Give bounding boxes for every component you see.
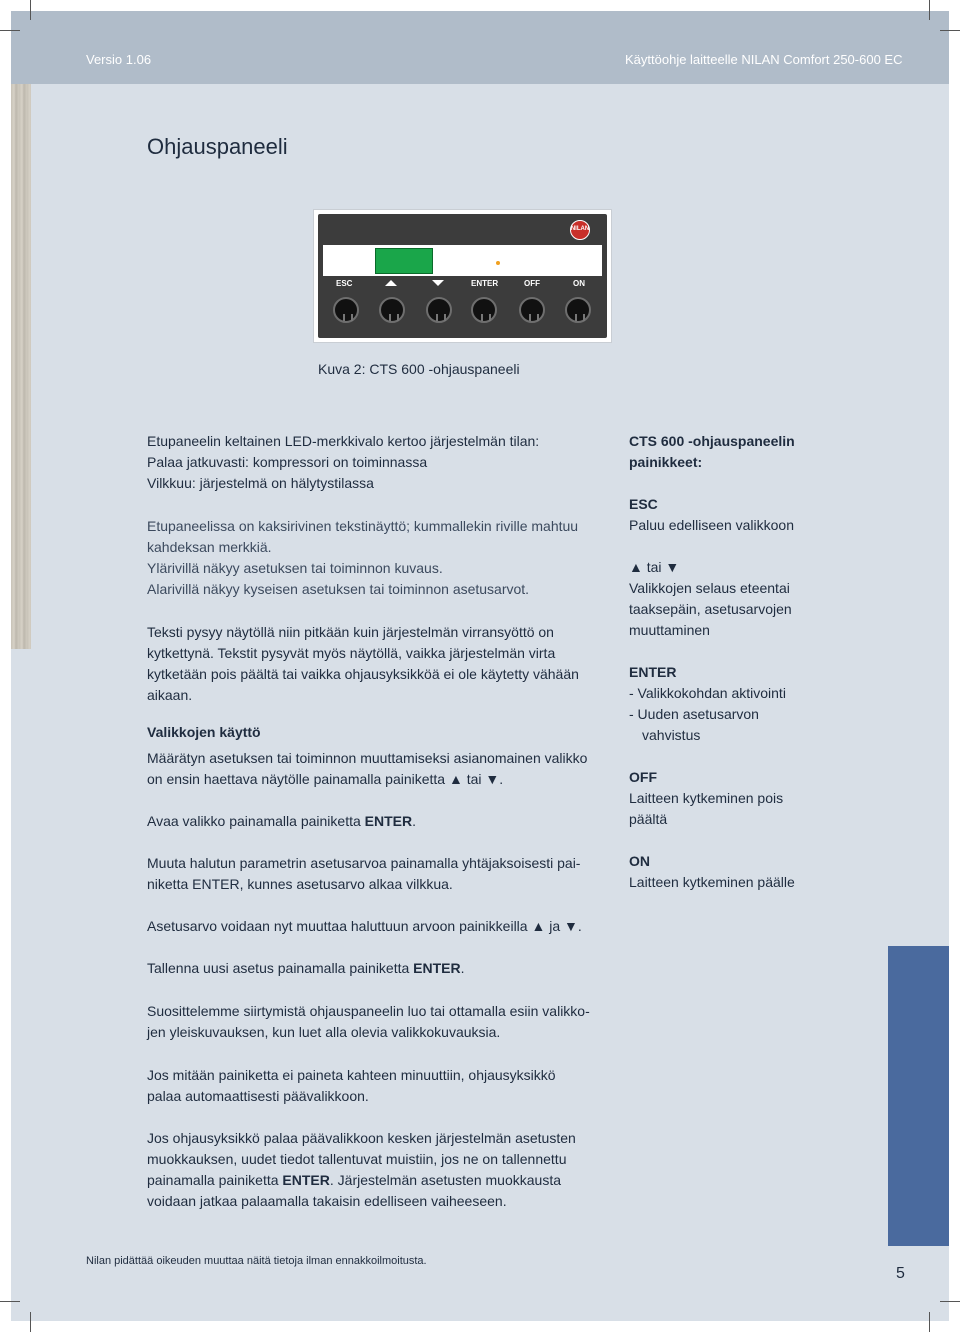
change-value-paragraph xyxy=(147,853,607,895)
text-line: Suosittelemme siirtymistä ohjauspaneelin luo tai ottamalla esiin valikko- xyxy=(147,1003,590,1019)
text-line: Vilkkuu: järjestelmä on hälytystilassa xyxy=(147,475,374,491)
lcd-display xyxy=(375,248,433,274)
panel-label-off: OFF xyxy=(524,279,540,288)
text-line: muokkauksen, uudet tiedot tallentuvat muistiin, jos ne on tallennettu xyxy=(147,1151,567,1167)
legend-off-heading: OFF xyxy=(629,769,657,785)
legend-arrows-desc: taaksepäin, asetusarvojen xyxy=(629,601,792,617)
text-line: palaa automaattisesti päävalikkoon. xyxy=(147,1088,369,1104)
recommendation-paragraph xyxy=(147,1001,607,1043)
text-line: Etupaneelin keltainen LED-merkkivalo kertoo järjestelmän tilan: xyxy=(147,433,540,449)
arrow-up-icon xyxy=(385,280,397,286)
panel-display-strip xyxy=(323,245,602,276)
crop-mark xyxy=(30,1312,31,1332)
text-line: on ensin haettava näytölle painamalla painiketta ▲ tai ▼. xyxy=(147,771,504,787)
legend-arrows-desc: muuttaminen xyxy=(629,622,710,638)
knob-off xyxy=(519,297,545,323)
legend-on-desc: Laitteen kytkeminen päälle xyxy=(629,874,795,890)
text-line: Etupaneelissa on kaksirivinen tekstinäyttö; kummallekin riville mahtuu xyxy=(147,518,579,534)
crop-mark xyxy=(929,1312,930,1332)
open-menu-paragraph: Avaa valikko painamalla painiketta ENTER. xyxy=(147,813,416,829)
text-line: Jos mitään painiketta ei paineta kahteen minuuttiin, ohjausyksikkö xyxy=(147,1067,556,1083)
legend-off-desc: Laitteen kytkeminen pois xyxy=(629,790,784,806)
led-indicator xyxy=(496,261,500,265)
legend-enter-desc: - Uuden asetusarvon xyxy=(629,706,759,722)
panel-label-esc: ESC xyxy=(336,279,353,288)
legend-enter-desc: - Valikkokohdan aktivointi xyxy=(629,685,786,701)
legend-arrows-heading: ▲ tai ▼ xyxy=(629,559,680,575)
panel-label-enter: ENTER xyxy=(471,279,499,288)
enter-inline: ENTER xyxy=(282,1172,330,1188)
control-panel-image xyxy=(318,214,607,338)
enter-inline: ENTER xyxy=(413,960,461,976)
knob-esc xyxy=(333,297,359,323)
legend-title: CTS 600 -ohjauspaneelin xyxy=(629,433,795,449)
display-paragraph xyxy=(147,516,607,600)
text-line: niketta ENTER, kunnes asetusarvo alkaa vilkkua. xyxy=(147,876,453,892)
return-paragraph: Jos ohjausyksikkö palaa päävalikkoon kesken järjestelmän asetusten muokkauksen, uudet tiedot tallentuvat muistiin, jos ne on tallennettu painamalla painiketta ENTER. Järjestelmän asetusten muokkausta voidaan jatkaa palaamalla takaisin edelliseen vaiheeseen. xyxy=(147,1128,607,1212)
wood-texture-strip xyxy=(11,84,31,649)
knob-up xyxy=(379,297,405,323)
text-line: Alarivillä näkyy kyseisen asetuksen tai toiminnon asetusarvot. xyxy=(147,581,530,597)
display-persistence-paragraph xyxy=(147,622,607,706)
text-line: Palaa jatkuvasti: kompressori on toiminnassa xyxy=(147,454,428,470)
text-line: kytketään pois päältä tai vaikka ohjausyksikköä ei ole käytetty vähään xyxy=(147,666,579,682)
header-manual-title: Käyttöohje laitteelle NILAN Comfort 250-600 EC xyxy=(625,52,903,67)
timeout-paragraph xyxy=(147,1065,607,1107)
crop-mark xyxy=(0,30,20,31)
blue-accent-block xyxy=(888,946,949,1246)
menu-usage-paragraph xyxy=(147,748,607,790)
crop-mark xyxy=(929,0,930,20)
text-line: kahdeksan merkkiä. xyxy=(147,539,272,555)
header-version: Versio 1.06 xyxy=(86,52,152,67)
footer-disclaimer: Nilan pidättää oikeuden muuttaa näitä tietoja ilman ennakkoilmoitusta. xyxy=(86,1255,427,1267)
legend-on-heading: ON xyxy=(629,853,650,869)
led-status-paragraph xyxy=(147,431,607,494)
legend-enter-heading: ENTER xyxy=(629,664,677,680)
text-line: Teksti pysyy näytöllä niin pitkään kuin järjestelmän virransyöttö on xyxy=(147,624,554,640)
text-line: voidaan jatkaa palaamalla takaisin edelliseen vaiheeseen. xyxy=(147,1193,507,1209)
nilan-logo-text: NILAN xyxy=(570,226,590,232)
legend-title: painikkeet: xyxy=(629,454,703,470)
arrow-down-icon xyxy=(432,280,444,286)
crop-mark xyxy=(0,1301,20,1302)
page-number: 5 xyxy=(896,1265,905,1282)
knob-down xyxy=(426,297,452,323)
crop-mark xyxy=(30,0,31,20)
text-line: kytkettynä. Tekstit pysyvät myös näytöllä, vaikka järjestelmän virta xyxy=(147,645,556,661)
crop-mark xyxy=(940,1301,960,1302)
legend-esc-desc: Paluu edelliseen valikkoon xyxy=(629,517,794,533)
text-line: Ylärivillä näkyy asetuksen tai toiminnon kuvaus. xyxy=(147,560,443,576)
panel-label-on: ON xyxy=(573,279,585,288)
legend-off-desc: päältä xyxy=(629,811,668,827)
legend-arrows-desc: Valikkojen selaus eteentai xyxy=(629,580,790,596)
text-line: Muuta halutun parametrin asetusarvoa painamalla yhtäjaksoisesti pai- xyxy=(147,855,581,871)
knob-on xyxy=(565,297,591,323)
legend-esc-heading: ESC xyxy=(629,496,658,512)
knob-enter xyxy=(471,297,497,323)
figure-caption: Kuva 2: CTS 600 -ohjauspaneeli xyxy=(318,361,520,377)
save-paragraph: Tallenna uusi asetus painamalla painiketta ENTER. xyxy=(147,960,465,976)
adjust-value-paragraph: Asetusarvo voidaan nyt muuttaa haluttuun arvoon painikkeilla ▲ ja ▼. xyxy=(147,918,582,934)
text-line: Jos ohjausyksikkö palaa päävalikkoon kesken järjestelmän asetusten xyxy=(147,1130,576,1146)
legend-enter-desc: vahvistus xyxy=(642,727,701,743)
text-line: aikaan. xyxy=(147,687,193,703)
text-line: Määrätyn asetuksen tai toiminnon muuttamiseksi asianomainen valikko xyxy=(147,750,588,766)
enter-inline: ENTER xyxy=(364,813,413,829)
page-title: Ohjauspaneeli xyxy=(147,134,288,159)
crop-mark xyxy=(940,30,960,31)
section-heading: Valikkojen käyttö xyxy=(147,724,261,740)
buttons-legend xyxy=(629,431,859,893)
text-line: jen yleiskuvauksen, kun luet alla olevia valikkokuvauksia. xyxy=(147,1024,501,1040)
header-band xyxy=(11,11,949,84)
